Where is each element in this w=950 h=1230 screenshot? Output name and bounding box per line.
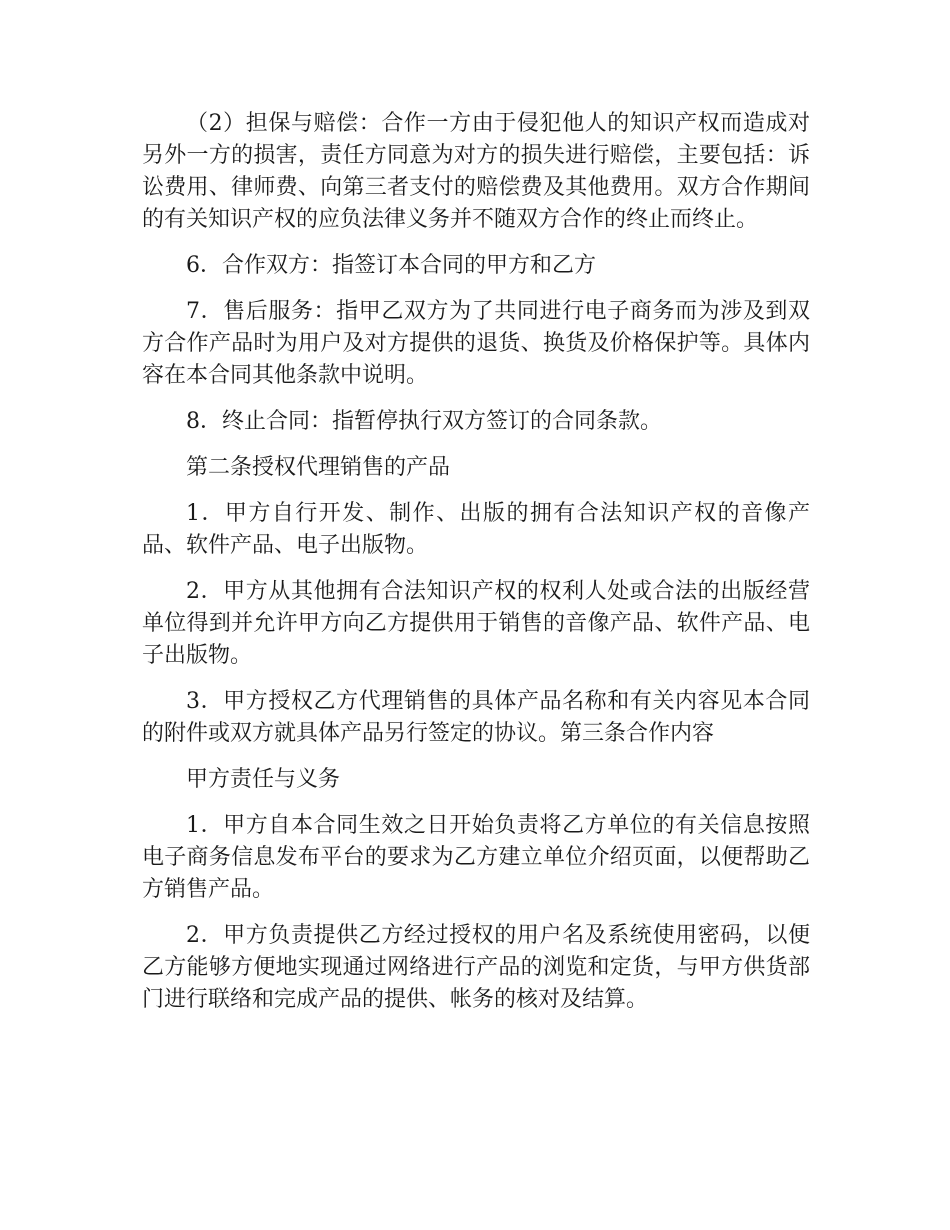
paragraph-guarantee-compensation: （2）担保与赔偿：合作一方由于侵犯他人的知识产权而造成对另外一方的损害，责任方同意为对方的损失进行赔偿，主要包括：诉讼费用、律师费、向第三者支付的赔偿费及其他费用。双方合作期间的有关知识产权的应负法律义务并不随双方合作的终止而终止。 [142,111,810,232]
section-heading-party-a-duties: 甲方责任与义务 [186,767,341,792]
paragraph-products-item-3: 3．甲方授权乙方代理销售的具体产品名称和有关内容见本合同的附件或双方就具体产品另行签定的协议。第三条合作内容 [142,689,810,746]
paragraph-after-sales-definition: 7．售后服务：指甲乙双方为了共同进行电子商务而为涉及到双方合作产品时为用户及对方提供的退货、换货及价格保护等。具体内容在本合同其他条款中说明。 [142,299,810,388]
paragraph-duties-item-2: 2．甲方负责提供乙方经过授权的用户名及系统使用密码，以便乙方能够方便地实现通过网络进行产品的浏览和定货，与甲方供货部门进行联络和完成产品的提供、帐务的核对及结算。 [142,923,810,1012]
paragraph-duties-item-1: 1．甲方自本合同生效之日开始负责将乙方单位的有关信息按照电子商务信息发布平台的要求为乙方建立单位介绍页面，以便帮助乙方销售产品。 [142,813,810,902]
document-page [142,108,810,1030]
paragraph-termination-definition: 8．终止合同：指暂停执行双方签订的合同条款。 [186,409,662,434]
paragraph-products-item-2: 2．甲方从其他拥有合法知识产权的权利人处或合法的出版经营单位得到并允许甲方向乙方提供用于销售的音像产品、软件产品、电子出版物。 [142,579,810,668]
paragraph-products-item-1: 1．甲方自行开发、制作、出版的拥有合法知识产权的音像产品、软件产品、电子出版物。 [142,501,810,558]
section-heading-authorized-products: 第二条授权代理销售的产品 [186,455,451,480]
paragraph-parties-definition: 6．合作双方：指签订本合同的甲方和乙方 [186,253,596,278]
